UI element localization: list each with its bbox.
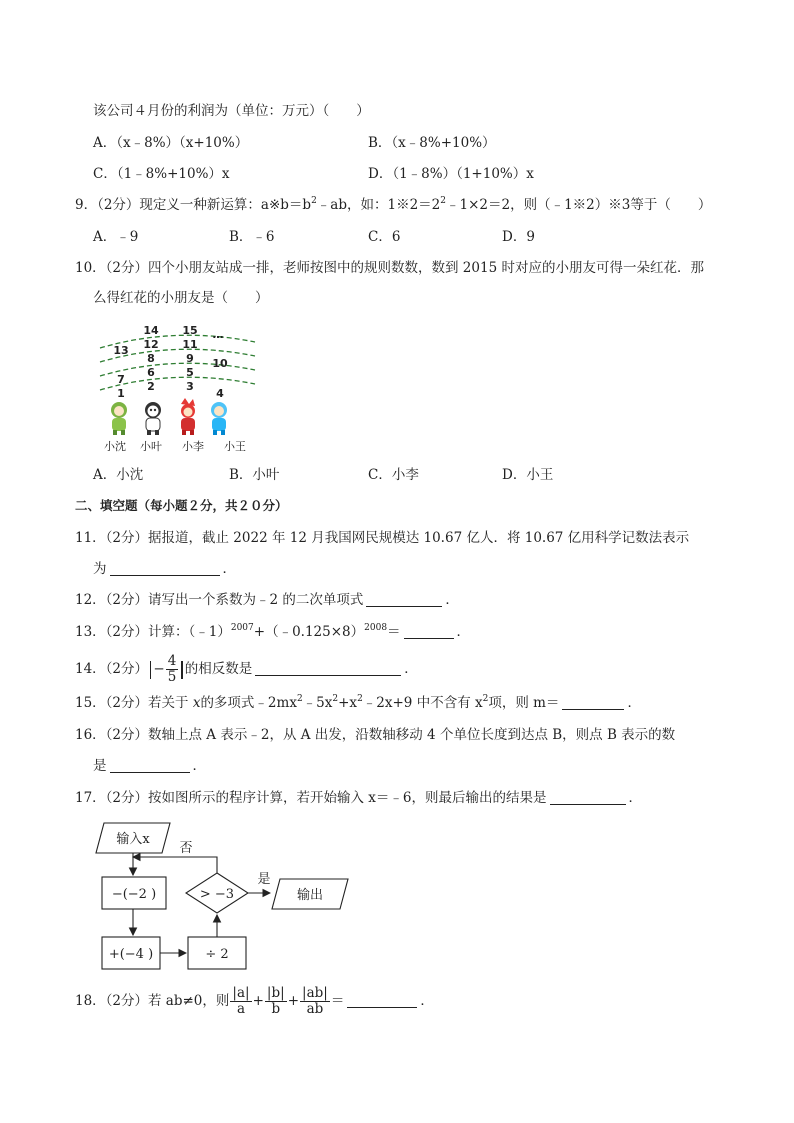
q14-line <box>75 654 418 685</box>
q17-line <box>75 789 642 807</box>
q15-text: 项，则 m＝ <box>488 695 560 711</box>
fig-num: 13 <box>113 344 129 357</box>
q14-end: ． <box>404 661 418 677</box>
q11-line2 <box>93 560 236 578</box>
q12-text: 12．（2分）请写出一个系数为﹣2 的二次单项式 <box>75 592 364 608</box>
q15-sup: 2 <box>332 694 339 704</box>
child-name: 小沈 <box>104 440 126 453</box>
q15-text: 15．（2分）若关于 <box>75 695 193 711</box>
q13-exponent: 2007 <box>230 623 254 633</box>
answer-blank[interactable] <box>255 661 401 676</box>
fraction-numerator: |a| <box>232 985 250 1001</box>
child-blue <box>211 402 227 435</box>
answer-blank[interactable] <box>110 758 190 773</box>
fraction-denominator: b <box>271 1001 281 1017</box>
fraction <box>230 986 251 1017</box>
q17-text: 17．（2分）按如图所示的程序计算，若开始输入 x＝﹣6，则最后输出的结果是 <box>75 790 547 806</box>
q17-end: ． <box>628 790 643 806</box>
abs-bar <box>150 661 151 679</box>
child-name: 小王 <box>224 440 246 453</box>
q15-line <box>75 694 641 712</box>
q8-option-c: C．（1﹣8%+10%）x <box>93 166 230 182</box>
fig-num: 7 <box>117 373 125 386</box>
fraction <box>265 986 287 1017</box>
answer-blank[interactable] <box>366 592 442 607</box>
fig-num: 2 <box>147 380 155 393</box>
q16-end: ． <box>192 758 206 774</box>
q11-line1: 11．（2分）据报道，截止 2022 年 12 月我国网民规模达 10.67 亿人．将 10.67 亿用科学记数法表示 <box>75 530 690 546</box>
fig-num: 4 <box>216 387 224 400</box>
answer-blank[interactable] <box>347 993 417 1008</box>
q18-line <box>75 984 434 1018</box>
child-name: 小李 <box>182 440 204 453</box>
answer-blank[interactable] <box>110 561 220 576</box>
equals-sign: ＝ <box>330 993 345 1009</box>
q10-line1: 10．（2分）四个小朋友站成一排，老师按图中的规则数数，数到 2015 时对应的小朋友可得一朵红花．那 <box>75 260 704 276</box>
q14-sign: − <box>153 661 165 677</box>
fig-num: 10 <box>212 357 228 370</box>
abs-bar <box>181 661 182 679</box>
fig-num: 8 <box>147 352 155 365</box>
children-counting-figure <box>95 318 265 458</box>
fig-num: 5 <box>186 366 194 379</box>
q13-text: ＝ <box>387 624 401 640</box>
q14-text: 14．（2分） <box>75 661 149 677</box>
answer-blank[interactable] <box>550 790 626 805</box>
flow-yes-label: 是 <box>257 872 271 887</box>
q18-text: 18．（2分）若 ab≠0，则 <box>75 993 230 1009</box>
q9-sup: 2 <box>311 196 317 206</box>
fraction-numerator: 4 <box>167 653 177 669</box>
q10-option-a: A．小沈 <box>93 467 144 483</box>
q8-stem: 该公司４月份的利润为（单位：万元）（ ） <box>93 103 370 119</box>
q15-sup: 2 <box>357 694 363 704</box>
q9-option-b: B．﹣6 <box>229 229 275 245</box>
q9-option-c: C．6 <box>368 229 401 245</box>
q13-end: ． <box>456 624 471 640</box>
num-var: ab <box>306 985 324 1001</box>
q9-sup: 2 <box>440 196 447 206</box>
q15-text: ﹣5x <box>302 695 333 711</box>
q15-sup: 2 <box>296 694 303 704</box>
flow-box1-label: −(−2 ) <box>111 887 157 902</box>
program-flowchart <box>90 815 360 975</box>
fraction <box>166 654 179 685</box>
fraction-denominator: ab <box>306 1001 324 1017</box>
plus-sign: + <box>252 993 264 1009</box>
q9-stem-part: ﹣1×2＝2，则（﹣1※2）※3等于（ ） <box>446 197 712 213</box>
q8-option-d: D．（1﹣8%）（1+10%）x <box>368 166 534 182</box>
answer-blank[interactable] <box>562 695 624 710</box>
fraction-denominator: a <box>236 1001 246 1017</box>
q15-text: ﹣2x+9 中不含有 x <box>362 695 483 711</box>
q9-option-a: A．﹣9 <box>93 229 139 245</box>
q9-stem <box>75 196 711 214</box>
q18-end: ． <box>420 993 434 1009</box>
answer-blank[interactable] <box>404 624 454 639</box>
q16-text: 是 <box>93 758 107 774</box>
q15-text: 的多项式﹣2mx <box>200 695 297 711</box>
fig-num: 12 <box>143 338 159 351</box>
q15-sup: 2 <box>482 694 489 704</box>
section-heading: 二、填空题（每小题２分，共２０分） <box>75 498 288 513</box>
fig-num: … <box>212 328 224 341</box>
q13-text: +（﹣0.125×8） <box>253 624 365 640</box>
child-green <box>111 402 127 435</box>
num-var: a <box>236 985 246 1001</box>
fraction-numerator: |ab| <box>302 985 328 1001</box>
fig-num: 11 <box>182 338 198 351</box>
q16-line1: 16．（2分）数轴上点 A 表示﹣2，从 A 出发，沿数轴移动 4 个单位长度到达点 B，则点 B 表示的数 <box>75 727 676 743</box>
fig-num: 9 <box>186 352 194 365</box>
fraction <box>300 986 330 1017</box>
q10-line2: 么得红花的小朋友是（ ） <box>93 290 269 306</box>
fig-num: 6 <box>147 366 155 379</box>
flow-output-label: 输出 <box>296 888 324 903</box>
q9-stem-part: 9．（2分）现定义一种新运算：a※b＝b <box>75 197 312 213</box>
fig-num: 3 <box>186 380 194 393</box>
q12-line <box>75 591 459 609</box>
child-panda <box>145 402 161 435</box>
child-red <box>181 398 195 435</box>
q9-stem-part: ﹣ab，如：1※2＝2 <box>316 197 441 213</box>
q15-var: x <box>192 695 201 711</box>
flow-input-label: 输入x <box>116 832 150 847</box>
q10-option-d: D．小王 <box>502 467 554 483</box>
q13-text: 13．（2分）计算：（﹣1） <box>75 624 231 640</box>
q15-end: ． <box>627 695 641 711</box>
q11-text: 为 <box>93 561 107 577</box>
q9-option-d: D．9 <box>502 229 535 245</box>
fig-num: 14 <box>143 324 159 337</box>
q13-exponent: 2008 <box>364 623 388 633</box>
num-var: b <box>271 985 281 1001</box>
flow-condition-label: > −3 <box>199 887 235 902</box>
flow-box3-label: ÷ 2 <box>205 947 229 962</box>
fraction-denominator: 5 <box>167 669 177 685</box>
flow-box2-label: +(−4 ) <box>108 947 154 962</box>
plus-sign: + <box>287 993 299 1009</box>
child-name: 小叶 <box>140 440 162 453</box>
q15-text: +x <box>338 695 358 711</box>
q14-text: 的相反数是 <box>184 661 253 677</box>
flow-no-label: 否 <box>179 841 193 856</box>
q16-line2 <box>93 757 206 775</box>
fig-num: 1 <box>117 387 125 400</box>
q8-option-a: A．（x﹣8%）（x+10%） <box>93 135 249 151</box>
q12-end: ． <box>445 592 459 608</box>
q8-option-b: B．（x﹣8%+10%） <box>368 135 496 151</box>
q13-line <box>75 623 470 641</box>
q10-option-b: B．小叶 <box>229 467 280 483</box>
fraction-numerator: |b| <box>266 985 285 1001</box>
q10-option-c: C．小李 <box>368 467 419 483</box>
q11-end: ． <box>222 561 236 577</box>
fig-num: 15 <box>182 324 198 337</box>
